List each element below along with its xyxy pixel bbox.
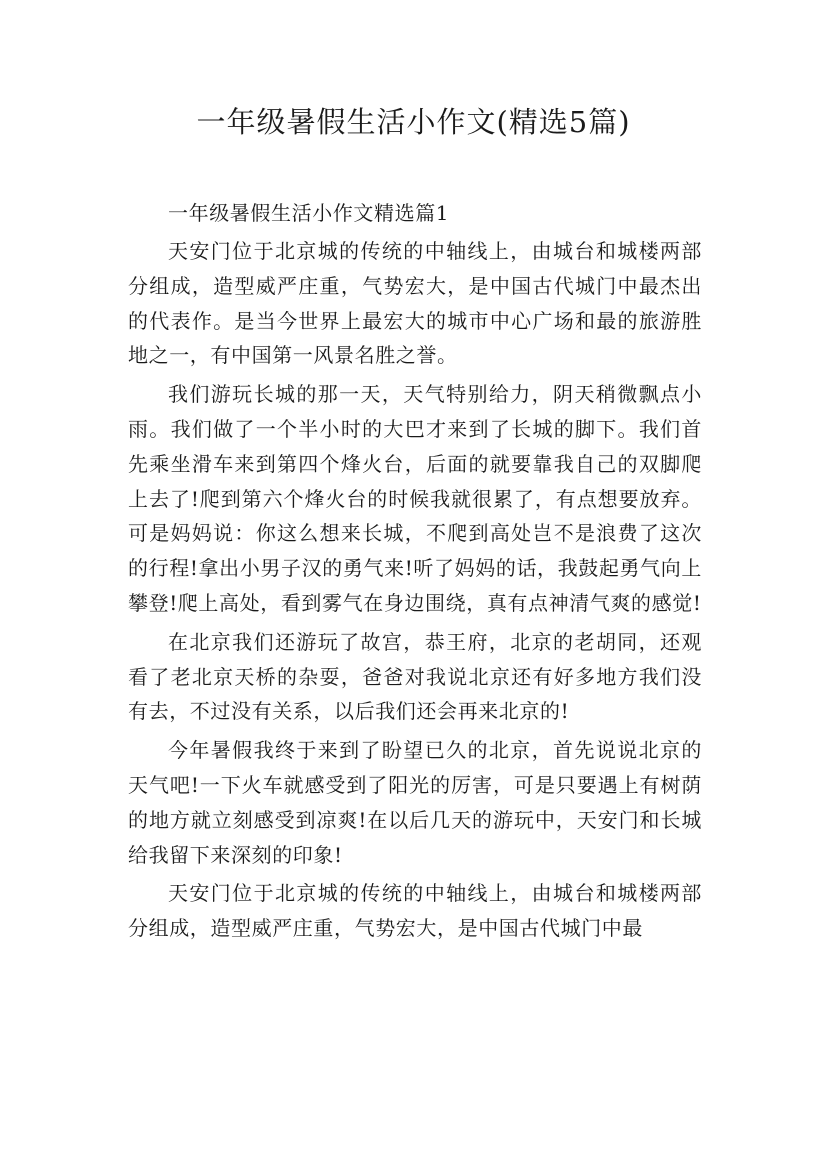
document-body xyxy=(128,196,702,950)
paragraph: 在北京我们还游玩了故宫，恭王府，北京的老胡同，还观看了老北京天桥的杂耍，爸爸对我说北京还有好多地方我们没有去，不过没有关系，以后我们还会再来北京的! xyxy=(128,629,702,724)
section-heading: 一年级暑假生活小作文精选篇1 xyxy=(168,201,450,225)
paragraph: 我们游玩长城的那一天，天气特别给力，阴天稍微飘点小雨。我们做了一个半小时的大巴才来到了长城的脚下。我们首先乘坐滑车来到第四个烽火台，后面的就要靠我自己的双脚爬上去了!爬到第六个烽火台的时候我就很累了，有点想要放弃。可是妈妈说：你这么想来长城，不爬到高处岂不是浪费了这次的行程!拿出小男子汉的勇气来!听了妈妈的话，我鼓起勇气向上攀登!爬上高处，看到雾气在身边围绕，真有点神清气爽的感觉! xyxy=(128,382,702,615)
paragraph: 天安门位于北京城的传统的中轴线上，由城台和城楼两部分组成，造型威严庄重，气势宏大，是中国古代城门中最 xyxy=(128,881,702,941)
document-title: 一年级暑假生活小作文(精选5篇) xyxy=(196,105,631,139)
paragraph: 天安门位于北京城的传统的中轴线上，由城台和城楼两部分组成，造型威严庄重，气势宏大，是中国古代城门中最杰出的代表作。是当今世界上最宏大的城市中心广场和最的旅游胜地之一，有中国第一风景名胜之誉。 xyxy=(128,239,702,368)
paragraph: 今年暑假我终于来到了盼望已久的北京，首先说说北京的天气吧!一下火车就感受到了阳光的厉害，可是只要遇上有树荫的地方就立刻感受到凉爽!在以后几天的游玩中，天安门和长城给我留下来深刻的印象! xyxy=(128,738,702,867)
